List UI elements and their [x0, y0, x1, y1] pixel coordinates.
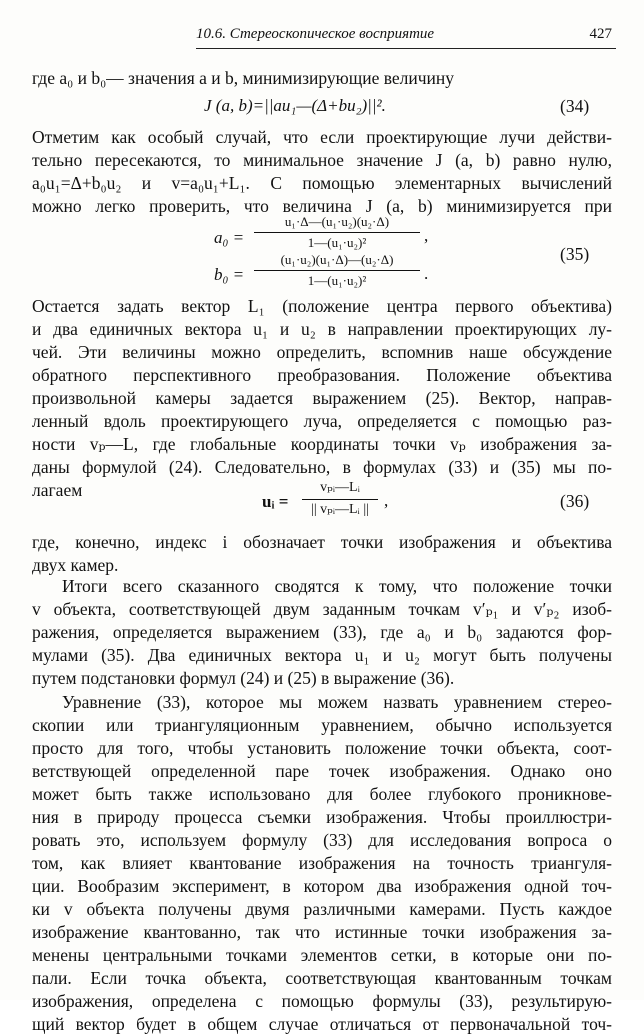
- text-line: обратного перспективного преобразования. Положение объектива: [32, 365, 612, 385]
- text-line: ленный вдоль проектирующего луча, определяется с помощью раз-: [32, 411, 612, 431]
- text-line: может быть также использовано для более глубокого проникнове-: [32, 784, 612, 804]
- text-line: a₀u₁=Δ+b₀u₂ и v=a₀u₁+L₁. С помощью элементарных вычислений: [32, 173, 612, 193]
- text-line: том, как влияет квантование изображения на точность триангуля-: [32, 853, 612, 873]
- text-line: изображения, определена с помощью формулы (33), результирую-: [32, 991, 612, 1011]
- text-line: можно легко проверить, что величина J (a, b) минимизируется при: [32, 196, 612, 216]
- text-line: Остается задать вектор L₁ (положение центра первого объектива): [32, 296, 612, 316]
- text-line: чей. Эти величины можно определить, вспомнив наше обсуждение: [32, 342, 612, 362]
- text-line: мулами (35). Два единичных вектора u₁ и u₂ могут быть получены: [32, 645, 612, 665]
- text-line: менены центральными точками элементов сетки, в которые они по-: [32, 945, 612, 965]
- eq35-b0-numerator: (u₁·u₂)(u₁·Δ)—(u₂·Δ): [280, 252, 394, 267]
- page-number: 427: [589, 26, 612, 42]
- text-line: ветствующей определенной паре точек изображения. Однако оно: [32, 761, 612, 781]
- eq36-lhs: uᵢ =: [262, 492, 289, 511]
- eq35-a0-comma: ,: [424, 226, 429, 245]
- equation-34: J (a, b)=||au₁—(Δ+bu₂)||².: [204, 96, 386, 115]
- equation-number-34: (34): [560, 96, 590, 116]
- text-line: изображение квантованно, так что истинные точки изображения за-: [32, 922, 612, 942]
- equation-number-35: (35): [560, 244, 590, 264]
- text-line: просто для того, чтобы установить положение точки объекта, соот-: [32, 738, 612, 758]
- eq35-b0-lhs: b₀ =: [214, 265, 245, 284]
- eq35-a0-denominator: 1—(u₁·u₂)²: [307, 235, 367, 250]
- text-line: ровать это, используем формулу (33) для исследования вопроса о: [32, 830, 612, 850]
- eq36-numerator: vₚᵢ—Lᵢ: [320, 480, 360, 495]
- text-line: v объекта, соответствующей двум заданным точкам v′ₚ₁ и v′ₚ₂ изоб-: [32, 599, 612, 619]
- text-line: двух камер.: [32, 555, 119, 575]
- text-line: Уравнение (33), которое мы можем назвать уравнением стерео-: [62, 692, 612, 712]
- running-header: [196, 26, 616, 49]
- text-line: ражения, определяется выражением (33), где a₀ и b₀ задаются фор-: [32, 622, 612, 642]
- eq36-fraction-bar: [302, 499, 378, 500]
- text-line: тельно пересекаются, то минимальное значение J (a, b) равно нулю,: [32, 150, 612, 170]
- text-line: и два единичных вектора u₁ и u₂ в направлении проектирующих лу-: [32, 319, 612, 339]
- text-line: ции. Вообразим эксперимент, в котором два изображения одной точ-: [32, 876, 612, 896]
- text-line: ки v объекта получены двумя различными камерами. Пусть каждое: [32, 899, 612, 919]
- text-line: путем подстановки формул (24) и (25) в выражение (36).: [32, 668, 455, 688]
- eq36-denominator: || vₚᵢ—Lᵢ ||: [311, 502, 369, 517]
- text-line: даны формулой (24). Следовательно, в формулах (33) и (35) мы по-: [32, 457, 612, 477]
- text-line: ния в природу процесса съемки изображения. Чтобы проиллюстри-: [32, 807, 612, 827]
- text-line: ности vₚ—L, где глобальные координаты точки vₚ изображения за-: [32, 434, 612, 454]
- eq35-a0-fraction-bar: [254, 232, 420, 233]
- eq35-b0-period: .: [424, 264, 429, 283]
- running-title: 10.6. Стереоскопическое восприятие: [196, 26, 435, 42]
- text-line: где a₀ и b₀— значения a и b, минимизирующие величину: [32, 68, 455, 88]
- eq35-b0-fraction-bar: [254, 270, 420, 271]
- eq35-a0-numerator: u₁·Δ—(u₁·u₂)(u₂·Δ): [284, 214, 390, 229]
- text-line: Отметим как особый случай, что если проектирующие лучи действи-: [32, 127, 612, 147]
- text-line: щий вектор будет в общем случае отличаться от первоначальной точ-: [32, 1014, 612, 1034]
- text-line: Итоги всего сказанного сводятся к тому, что положение точки: [62, 576, 612, 596]
- eq36-comma: ,: [384, 491, 389, 510]
- eq35-b0-denominator: 1—(u₁·u₂)²: [307, 273, 367, 288]
- equation-number-36: (36): [560, 491, 590, 511]
- text-line: где, конечно, индекс i обозначает точки изображения и объектива: [32, 532, 612, 552]
- text-line: скопии или триангуляционным уравнением, обычно используется: [32, 715, 612, 735]
- text-line: произвольной камеры задается выражением (25). Вектор, направ-: [32, 388, 612, 408]
- text-line: лагаем: [32, 480, 83, 500]
- eq35-a0-lhs: a₀ =: [214, 228, 245, 247]
- text-line: пали. Если точка объекта, соответствующая квантованным точкам: [32, 968, 612, 988]
